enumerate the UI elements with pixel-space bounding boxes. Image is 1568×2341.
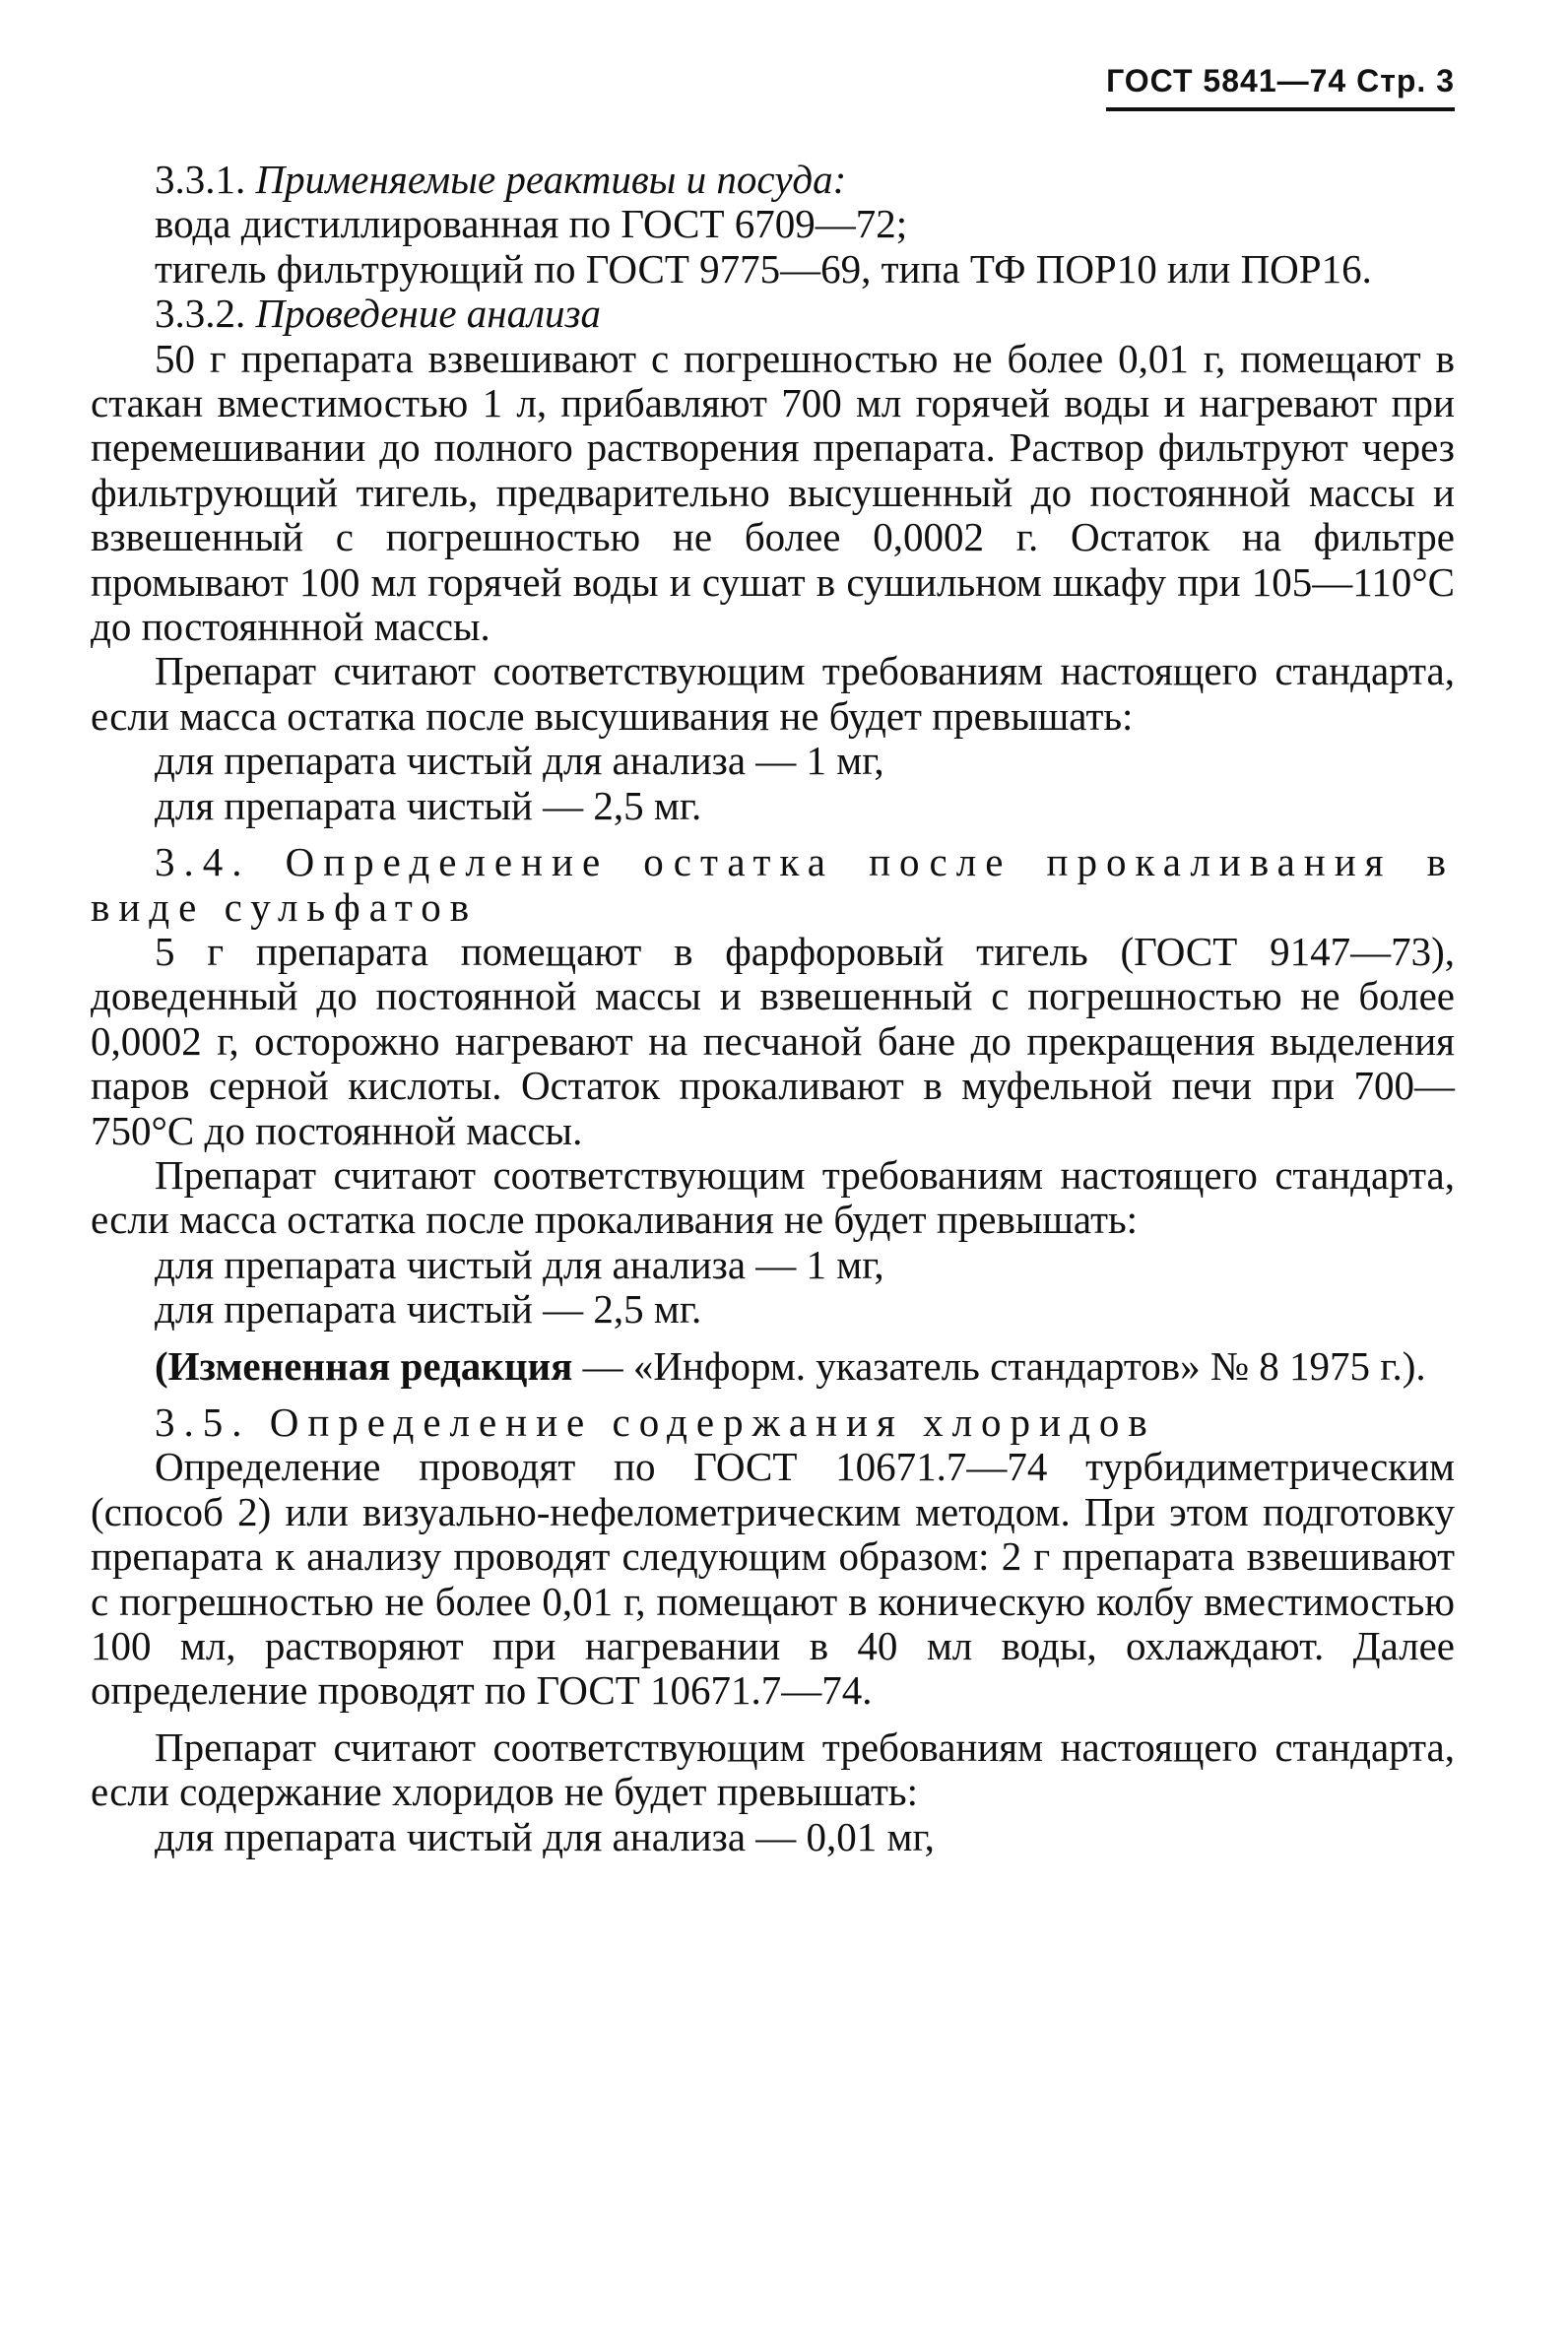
section-3-3-1-title bbox=[91, 158, 1455, 202]
limit-pure-grade: для препарата чистый — 2,5 мг. bbox=[155, 782, 702, 828]
amendment-note bbox=[91, 1344, 1455, 1389]
reagent-crucible: тигель фильтрующий по ГОСТ 9775—69, типа ТФ ПОР10 или ПОР16. bbox=[155, 245, 1372, 292]
section-number: 3.3.1. bbox=[155, 157, 246, 202]
reagent-water: вода дистиллированная по ГОСТ 6709—72; bbox=[155, 201, 908, 247]
section-title: Проведение анализа bbox=[255, 291, 602, 337]
page-number: Стр. 3 bbox=[1356, 63, 1455, 98]
section-3-4-heading: 3.4. Определение остатка после прокаливания в виде сульфатов bbox=[91, 839, 1455, 930]
procedure-paragraph: 50 г препарата взвешивают с погрешностью не более 0,01 г, помещают в стакан вместимостью 1 л, прибавляют 700 мл горячей воды и нагревают при перемешивании до полного растворения препарата. Раствор фильтруют через фильтрующий тигель, предварительно высушенный до постоянной массы и взвешенный с погрешностью не более 0,0002 г. Остаток на фильтре промывают 100 мл горячей воды и сушат в сушильном шкафу при 105—110°С до постояннной массы. bbox=[91, 335, 1455, 650]
standard-number: ГОСТ 5841—74 bbox=[1106, 63, 1347, 98]
section-3-3-2-title bbox=[91, 292, 1455, 336]
amendment-text: — «Информ. указатель стандартов» № 8 1975 г.). bbox=[572, 1342, 1426, 1389]
section-3-5-heading: 3.5. Определение содержания хлоридов bbox=[155, 1398, 1156, 1445]
limit-analysis-grade: для препарата чистый для анализа — 1 мг, bbox=[155, 1241, 884, 1287]
page-header bbox=[1106, 63, 1455, 111]
amendment-label: (Измененная редакция bbox=[155, 1342, 573, 1389]
procedure-paragraph: 5 г препарата помещают в фарфоровый тигель (ГОСТ 9147—73), доведенный до постоянной массы и взвешенный с погрешностью не более 0,0002 г, осторожно нагревают на песчаной бане до прекращения выделения паров серной кислоты. Остаток прокаливают в муфельной печи при 700—750°С до постоянной массы. bbox=[91, 928, 1455, 1153]
document-body bbox=[91, 158, 1455, 1859]
acceptance-paragraph: Препарат считают соответствующим требованиям настоящего стандарта, если масса остатка после прокаливания не будет превышать: bbox=[91, 1151, 1455, 1243]
section-number: 3.3.2. bbox=[155, 291, 246, 337]
limit-analysis-grade: для препарата чистый для анализа — 0,01 мг, bbox=[155, 1813, 935, 1859]
limit-analysis-grade: для препарата чистый для анализа — 1 мг, bbox=[155, 738, 884, 784]
acceptance-paragraph: Препарат считают соответствующим требованиям настоящего стандарта, если содержание хлоридов не будет превышать: bbox=[91, 1723, 1455, 1815]
procedure-paragraph: Определение проводят по ГОСТ 10671.7—74 турбидиметрическим (способ 2) или визуально-нефелометрическим методом. При этом подготовку препарата к анализу проводят следующим образом: 2 г препарата взвешивают с погрешностью не более 0,01 г, помещают в коническую колбу вместимостью 100 мл, растворяют при нагревании в 40 мл воды, охлаждают. Далее определение проводят по ГОСТ 10671.7—74. bbox=[91, 1444, 1455, 1714]
section-title: Применяемые реактивы и посуда: bbox=[255, 157, 847, 202]
acceptance-paragraph: Препарат считают соответствующим требованиям настоящего стандарта, если масса остатка после высушивания не будет превышать: bbox=[91, 648, 1455, 739]
limit-pure-grade: для препарата чистый — 2,5 мг. bbox=[155, 1286, 702, 1333]
